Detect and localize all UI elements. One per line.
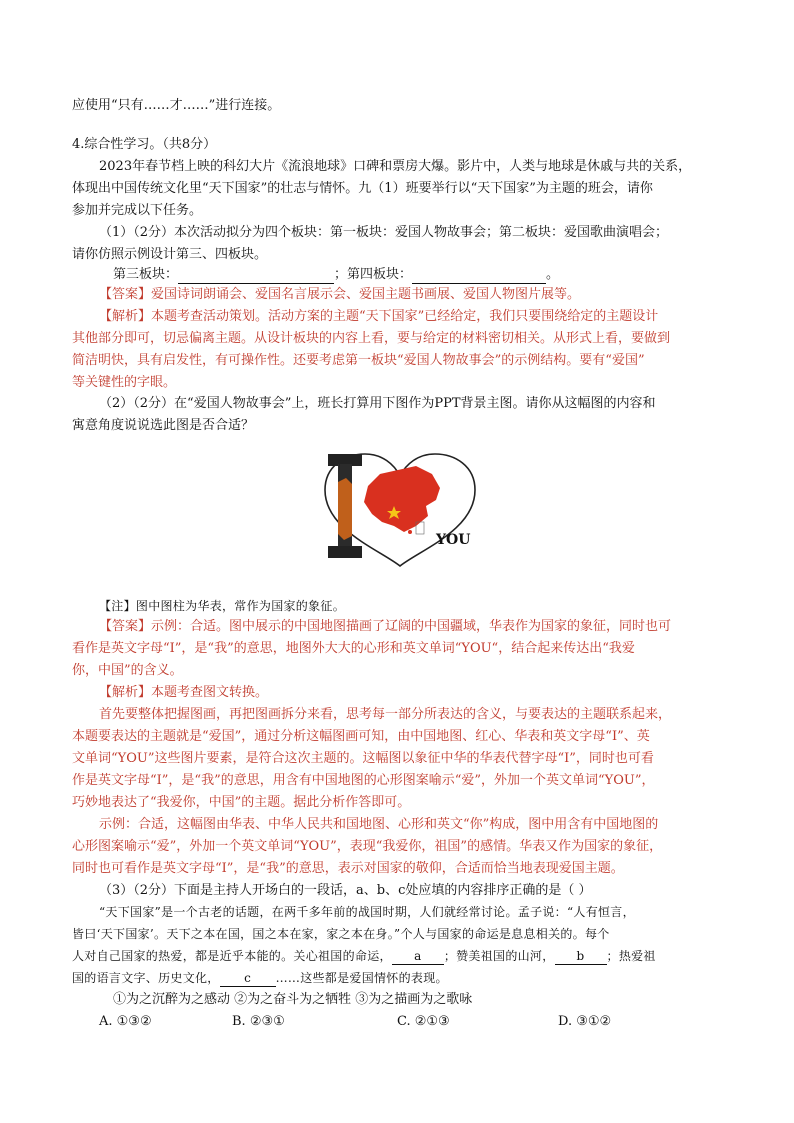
passage-text: 国的语言文字、历史文化， xyxy=(72,971,220,985)
passage-line-3 xyxy=(72,948,656,965)
answer-label: 【答案】 xyxy=(99,619,152,634)
option-b[interactable]: B. ②③① xyxy=(232,1014,285,1029)
sub1-analysis-3: 简洁明快，具有启发性，有可操作性。还要考虑第一板块“爱国人物故事会”的示例结构。要有“爱国” xyxy=(72,353,645,368)
sub1-blanks xyxy=(113,267,559,284)
sub3-stem: （3）（2分）下面是主持人开场白的一段话，a、b、c处应填的内容排序正确的是（ ） xyxy=(99,883,592,898)
figure-letter: I xyxy=(338,462,341,473)
analysis-label: 【解析】 xyxy=(99,685,152,700)
analysis-text: 本题考查图文转换。 xyxy=(151,685,269,700)
blank-end: 。 xyxy=(546,267,560,282)
sub2-example-3: 同时也可看作是英文字母“I”，是“我”的意思，表示对国家的敬仰，合适而恰当地表现爱国主题。 xyxy=(72,861,624,876)
sub2-analysis-2: 本题要表达的主题就是“爱国”，通过分析这幅图画可知，由中国地图、红心、华表和英文字母“I”、英 xyxy=(72,729,650,744)
i-love-china-figure xyxy=(320,448,480,568)
top-line: 应使用“只有……才……”进行连接。 xyxy=(72,98,281,113)
sub1-analysis-1 xyxy=(99,309,658,325)
blank-3[interactable] xyxy=(178,267,334,284)
pillar-carving xyxy=(338,478,352,540)
intro-line-2: 体现出中国传统文化里“天下国家”的壮志与情怀。九（1）班要举行以“天下国家”为主题的班会，请你 xyxy=(72,181,653,196)
answer-text: 爱国诗词朗诵会、爱国名言展示会、爱国主题书画展、爱国人物图片展等。 xyxy=(151,287,581,302)
sub2-analysis-head xyxy=(99,685,268,701)
analysis-label: 【解析】 xyxy=(99,309,152,324)
passage-text: 人对自己国家的热爱，都是近乎本能的。关心祖国的命运， xyxy=(72,949,392,963)
sub2-answer-1 xyxy=(99,619,671,635)
sub2-analysis-4: 作是英文字母“I”，是“我”的意思，用含有中国地图的心形图案喻示“爱”，外加一个英文单词“YOU”， xyxy=(72,773,655,788)
pillar-bottom-bar xyxy=(328,546,362,558)
sub2-note: 【注】图中图柱为华表，常作为国家的象征。 xyxy=(99,599,346,613)
answer-label: 【答案】 xyxy=(99,287,152,302)
passage-text: ；赞美祖国的山河， xyxy=(443,949,555,963)
island xyxy=(408,530,412,534)
sub1-stem-1: （1）（2分）本次活动拟分为四个板块：第一板块：爱国人物故事会；第二板块：爱国歌曲演唱会； xyxy=(99,225,669,240)
passage-text: ；热爱祖 xyxy=(606,949,656,963)
question-4-title: 4.综合性学习。（共8分） xyxy=(72,137,217,152)
blank-label-4: ；第四板块： xyxy=(334,267,413,282)
sub2-stem-2: 寓意角度说说选此图是否合适？ xyxy=(72,418,255,433)
analysis-text: 本题考查活动策划。活动方案的主题“天下国家”已经给定，我们只要围绕给定的主题设计 xyxy=(151,309,659,324)
answer-text: 示例：合适。图中展示的中国地图描画了辽阔的中国疆域，华表作为国家的象征，同时也可 xyxy=(151,619,672,634)
sub2-answer-2: 看作是英文字母“I”，是“我”的意思，地图外大大的心形和英文单词“YOU“，结合起来传达出“我爱 xyxy=(72,641,635,656)
sub1-analysis-2: 其他部分即可，切忌偏离主题。从设计板块的内容上看，要与给定的材料密切相关。从形式上看，要做到 xyxy=(72,331,671,346)
sub2-stem-1: （2）（2分）在“爱国人物故事会”上，班长打算用下图作为PPT背景主图。请你从这幅图的内容和 xyxy=(99,396,656,411)
passage-text: ……这些都是爱国情怀的表现。 xyxy=(275,971,448,985)
passage-line-2: 皆曰‘天下国家’。天下之本在国，国之本在家，家之本在身。”个人与国家的命运是息息相关的。每个 xyxy=(72,927,610,941)
intro-line-3: 参加并完成以下任务。 xyxy=(72,203,203,218)
figure-word: YOU xyxy=(436,532,471,548)
sub1-analysis-4: 等关键性的字眼。 xyxy=(72,375,177,390)
option-d[interactable]: D. ③①② xyxy=(558,1014,612,1029)
option-c[interactable]: C. ②①③ xyxy=(397,1014,450,1029)
sub2-example-1: 示例：合适，这幅图由华表、中华人民共和国地图、心形和英文“你”构成，图中用含有中国地图的 xyxy=(99,817,659,832)
sub1-stem-2: 请你仿照示例设计第三、四板块。 xyxy=(72,247,268,262)
choice-items: ①为之沉醉为之感动 ②为之奋斗为之牺牲 ③为之描画为之歌咏 xyxy=(113,992,473,1007)
intro-line-1: 2023年春节档上映的科幻大片《流浪地球》口碑和票房大爆。影片中，人类与地球是休戚与共的关系， xyxy=(99,159,692,174)
sub2-answer-3: 你，中国”的含义。 xyxy=(72,663,183,678)
blank-4[interactable] xyxy=(412,267,546,284)
sub1-answer xyxy=(99,287,580,303)
blank-c[interactable]: c xyxy=(220,970,276,987)
option-a[interactable]: A. ①③② xyxy=(99,1014,152,1029)
sub2-analysis-1: 首先要整体把握图画，再把图画拆分来看，思考每一部分所表达的含义，与要表达的主题联系起来， xyxy=(99,707,672,722)
sub2-analysis-3: 文单词“YOU”这些图片要素，是符合这次主题的。这幅图以象征中华的华表代替字母“I”，同时也可看 xyxy=(72,751,654,766)
passage-line-4 xyxy=(72,970,448,987)
passage-line-1: “天下国家”是一个古老的话题，在两千多年前的战国时期，人们就经常讨论。孟子说：“人有恒言， xyxy=(99,905,635,919)
blank-a[interactable]: a xyxy=(392,948,444,965)
blank-label-3: 第三板块： xyxy=(113,267,179,282)
sub2-analysis-5: 巧妙地表达了“我爱你，中国”的主题。据此分析作答即可。 xyxy=(72,795,411,810)
blank-b[interactable]: b xyxy=(555,948,607,965)
sub2-example-2: 心形图案喻示“爱”，外加一个英文单词“YOU”，表现“我爱你，祖国”的感情。华表又作为国家的象征， xyxy=(72,839,663,854)
